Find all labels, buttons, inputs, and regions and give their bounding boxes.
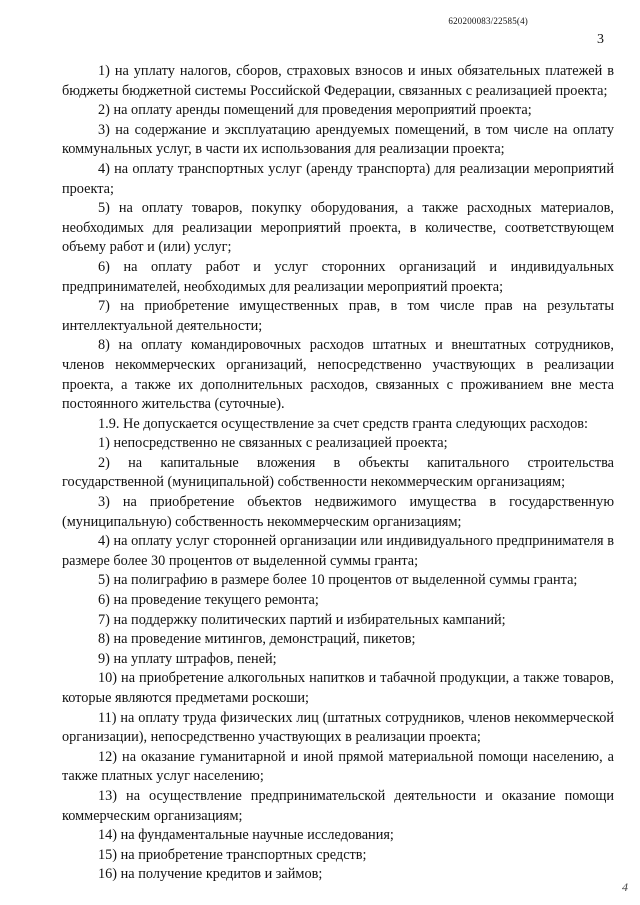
paragraph: 3) на приобретение объектов недвижимого имущества в государственную (муниципальную) собственность некоммерческим организациям;	[62, 494, 614, 530]
section-heading-paragraph: 1.9. Не допускается осуществление за счет средств гранта следующих расходов:	[98, 415, 588, 432]
document-body	[62, 62, 614, 885]
paragraph: 5) на оплату товаров, покупку оборудования, а также расходных материалов, необходимых для реализации мероприятий проекта, в количестве, соответствующем объему работ и (или) услуг;	[62, 200, 614, 256]
paragraph: 6) на проведение текущего ремонта;	[98, 592, 319, 609]
paragraph: 4) на оплату транспортных услуг (аренду транспорта) для реализации мероприятий проекта;	[62, 160, 614, 197]
paragraph: 7) на приобретение имущественных прав, в том числе прав на результаты интеллектуальной деятельности;	[62, 298, 614, 334]
paragraph: 8) на оплату командировочных расходов штатных и внештатных сотрудников, членов некоммерческих организаций, непосредственно участвующих в реализации проекта, а также их дополнительных расходов, связанных с проживанием вне места постоянного жительства (суточные).	[62, 337, 614, 413]
paragraph: 2) на капитальные вложения в объекты капитального строительства государственной (муниципальной) собственности некоммерческим организациям;	[62, 454, 614, 491]
page-number: 3	[597, 32, 604, 47]
paragraph: 3) на содержание и эксплуатацию арендуемых помещений, в том числе на оплату коммунальных услуг, в части их использования для реализации проекта;	[62, 121, 614, 158]
paragraph: 9) на уплату штрафов, пеней;	[98, 650, 277, 667]
paragraph: 16) на получение кредитов и займов;	[98, 866, 323, 883]
paragraph: 4) на оплату услуг сторонней организации или индивидуального предпринимателя в размере более 30 процентов от выделенной суммы гранта;	[62, 533, 614, 569]
paragraph: 11) на оплату труда физических лиц (штатных сотрудников, членов некоммерческой организации), непосредственно участвующих в реализации проекта;	[62, 709, 614, 746]
paragraph: 10) на приобретение алкогольных напитков и табачной продукции, а также товаров, которые являются предметами роскоши;	[62, 670, 614, 706]
handwritten-mark: 4	[622, 880, 628, 894]
paragraph: 12) на оказание гуманитарной и иной прямой материальной помощи населению, а также платных услуг населению;	[62, 748, 614, 785]
paragraph: 1) на уплату налогов, сборов, страховых взносов и иных обязательных платежей в бюджеты бюджетной системы Российской Федерации, связанных с реализацией проекта;	[62, 63, 614, 99]
paragraph: 5) на полиграфию в размере более 10 процентов от выделенной суммы гранта;	[98, 572, 578, 589]
paragraph: 7) на поддержку политических партий и избирательных кампаний;	[98, 611, 506, 628]
paragraph: 6) на оплату работ и услуг сторонних организаций и индивидуальных предпринимателей, необходимых для реализации мероприятий проекта;	[62, 258, 614, 295]
paragraph: 1) непосредственно не связанных с реализацией проекта;	[98, 435, 448, 452]
paragraph: 14) на фундаментальные научные исследования;	[98, 827, 394, 844]
paragraph: 2) на оплату аренды помещений для проведения мероприятий проекта;	[98, 102, 532, 119]
document-code: 620200083/22585(4)	[448, 16, 528, 26]
paragraph: 13) на осуществление предпринимательской деятельности и оказание помощи коммерческим организациям;	[62, 787, 614, 824]
paragraph: 15) на приобретение транспортных средств;	[98, 846, 367, 863]
paragraph: 8) на проведение митингов, демонстраций, пикетов;	[98, 631, 416, 648]
